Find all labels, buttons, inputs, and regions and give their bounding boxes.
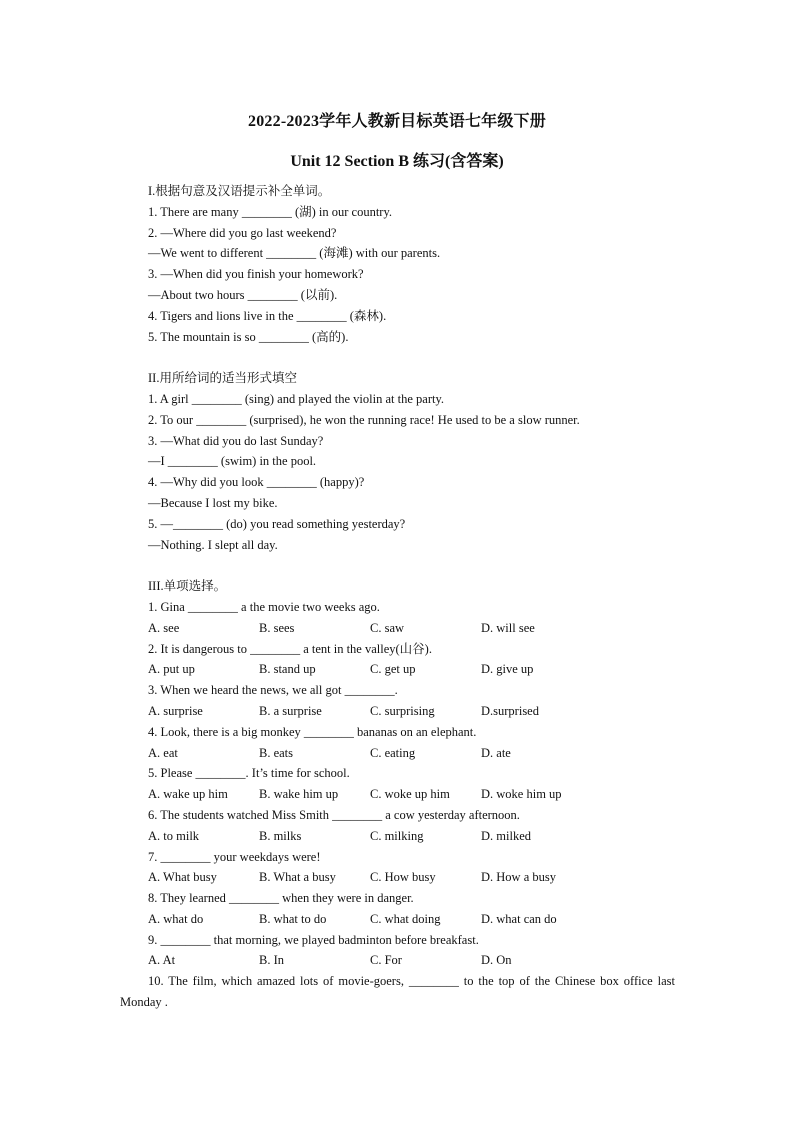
question-stem: 1. Gina ________ a the movie two weeks ago. [148, 599, 380, 614]
answer-option: B. What a busy [259, 870, 336, 885]
section-gap [148, 347, 688, 368]
answer-options [148, 826, 688, 847]
document-title: 2022-2023学年人教新目标英语七年级下册 [248, 113, 546, 130]
section2-heading: II.用所给词的适当形式填空 [148, 371, 297, 386]
section1-line: 4. Tigers and lions live in the ________ (森林). [148, 308, 387, 323]
question-stem: 5. Please ________. It’s time for school. [148, 766, 350, 781]
answer-option: D.surprised [481, 703, 539, 718]
answer-option: B. milks [259, 828, 302, 843]
answer-option: D. How a busy [481, 870, 556, 885]
question-stem: 4. Look, there is a big monkey ________ bananas on an elephant. [148, 724, 477, 739]
exercise-content [120, 181, 688, 1013]
section3-heading: III.单项选择。 [148, 579, 227, 594]
answer-option: B. In [259, 953, 284, 968]
answer-options [148, 909, 688, 930]
question-stem: 9. ________ that morning, we played badminton before breakfast. [148, 932, 479, 947]
answer-option: C. get up [370, 662, 416, 677]
answer-option: B. a surprise [259, 703, 322, 718]
section-gap [148, 555, 688, 576]
section1-line: 2. —Where did you go last weekend? [148, 225, 337, 240]
answer-options [148, 743, 688, 764]
answer-option: B. sees [259, 620, 295, 635]
section1-line: 5. The mountain is so ________ (高的). [148, 329, 349, 344]
answer-option: A. eat [148, 745, 178, 760]
section1-line: 3. —When did you finish your homework? [148, 267, 364, 282]
question-stem: 2. It is dangerous to ________ a tent in the valley(山谷). [148, 641, 432, 656]
answer-option: B. eats [259, 745, 294, 760]
answer-option: A. surprise [148, 703, 203, 718]
section2-line: —Because I lost my bike. [148, 495, 278, 510]
answer-option: C. what doing [370, 911, 441, 926]
answer-option: D. will see [481, 620, 535, 635]
answer-option: B. stand up [259, 662, 316, 677]
answer-options [148, 659, 688, 680]
answer-options [148, 867, 688, 888]
answer-options [148, 950, 688, 971]
section2-line: 5. —________ (do) you read something yesterday? [148, 516, 406, 531]
section2-line: —Nothing. I slept all day. [148, 537, 278, 552]
answer-option: A. What busy [148, 870, 217, 885]
section1-line: 1. There are many ________ (湖) in our country. [148, 204, 393, 219]
answer-options [148, 618, 688, 639]
section2-line: 3. —What did you do last Sunday? [148, 433, 324, 448]
answer-option: D. ate [481, 745, 511, 760]
answer-option: D. On [481, 953, 512, 968]
answer-option: D. give up [481, 662, 534, 677]
answer-option: C. surprising [370, 703, 435, 718]
answer-option: C. How busy [370, 870, 436, 885]
question-stem: 8. They learned ________ when they were in danger. [148, 891, 414, 906]
answer-option: A. put up [148, 662, 195, 677]
answer-option: A. what do [148, 911, 204, 926]
answer-option: C. For [370, 953, 402, 968]
answer-option: C. saw [370, 620, 405, 635]
question-10: 10. The film, which amazed lots of movie-goers, ________ to the top of the Chinese box office last Monday . [120, 974, 675, 1010]
answer-option: B. what to do [259, 911, 327, 926]
answer-option: A. wake up him [148, 787, 228, 802]
question-stem: 6. The students watched Miss Smith ________ a cow yesterday afternoon. [148, 807, 520, 822]
section1-line: —We went to different ________ (海滩) with our parents. [148, 246, 441, 261]
answer-option: D. woke him up [481, 787, 562, 802]
answer-option: A. At [148, 953, 176, 968]
section2-line: 4. —Why did you look ________ (happy)? [148, 475, 365, 490]
question-stem: 3. When we heard the news, we all got ________. [148, 683, 398, 698]
section2-line: 2. To our ________ (surprised), he won the running race! He used to be a slow runner. [148, 412, 580, 427]
document-subtitle: Unit 12 Section B 练习(含答案) [290, 153, 504, 170]
answer-option: A. to milk [148, 828, 200, 843]
section2-line: —I ________ (swim) in the pool. [148, 454, 317, 469]
section1-heading: I.根据句意及汉语提示补全单词。 [148, 184, 331, 198]
answer-option: C. milking [370, 828, 424, 843]
section1-line: —About two hours ________ (以前). [148, 287, 338, 302]
answer-options [148, 701, 688, 722]
multiple-choice-list [148, 597, 688, 971]
answer-option: A. see [148, 620, 180, 635]
section2-line: 1. A girl ________ (sing) and played the violin at the party. [148, 391, 445, 406]
answer-option: C. woke up him [370, 787, 450, 802]
answer-option: D. what can do [481, 911, 557, 926]
answer-option: B. wake him up [259, 787, 339, 802]
question-stem: 7. ________ your weekdays were! [148, 849, 321, 864]
answer-options [148, 784, 688, 805]
answer-option: C. eating [370, 745, 416, 760]
answer-option: D. milked [481, 828, 531, 843]
